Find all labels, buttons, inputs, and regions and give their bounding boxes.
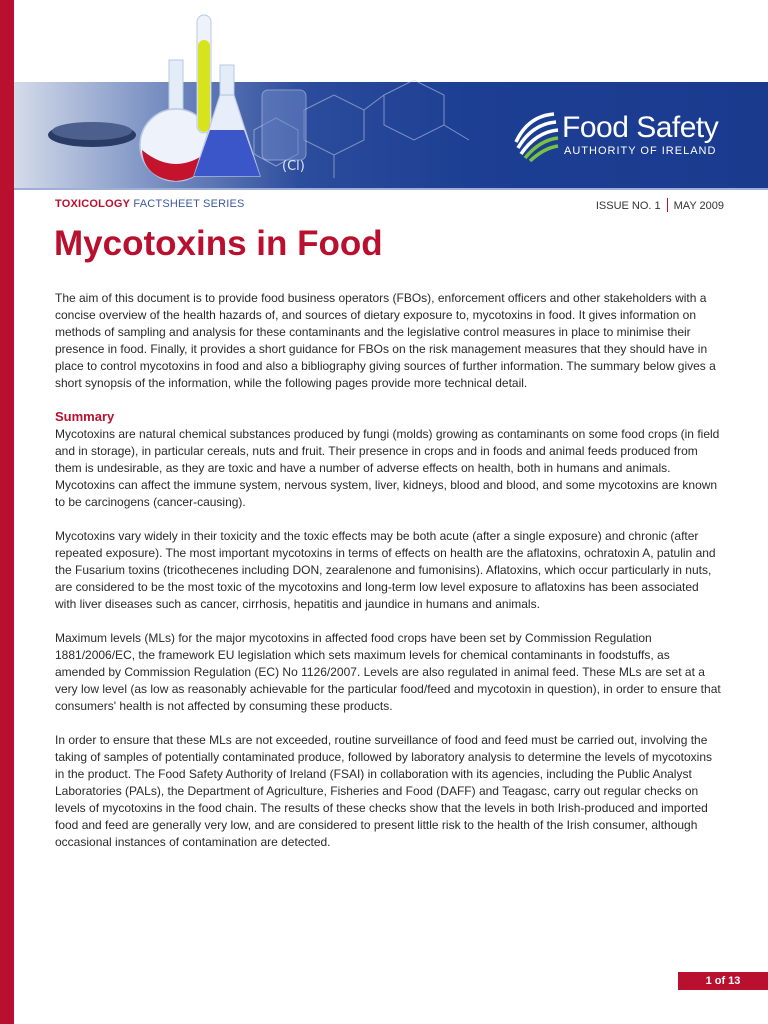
fsai-logo (510, 108, 750, 164)
page-indicator: 1 of 13 (678, 972, 768, 990)
issue-info (596, 198, 724, 212)
logo-subtitle: AUTHORITY OF IRELAND (564, 145, 717, 157)
fsai-emblem-icon (510, 108, 562, 162)
series-toxicology: TOXICOLOGY (55, 198, 131, 210)
dark-dish-rim (52, 122, 132, 140)
document-body (55, 290, 721, 868)
left-accent-bar (0, 0, 14, 1024)
issue-separator (667, 198, 668, 212)
series-factsheet: FACTSHEET SERIES (133, 198, 245, 210)
conical-flask-neck (220, 65, 234, 95)
summary-paragraph-4: In order to ensure that these MLs are not exceeded, routine surveillance of food and feed must be carried out, involving the taking of samples of potentially contaminated produce, followed by laboratory analysis to determine the levels of mycotoxins in the product. The Food Safety Authority of Ireland (FSAI) in collaboration with its agencies, including the Public Analyst Laboratories (PALs), the Department of Agriculture, Fisheries and Food (DAFF) and Teagasc, carry out regular checks on levels of mycotoxins in the food chain. The results of these checks show that the levels in both Irish-produced and imported food and feed are generally very low, and are considered to present little risk to the health of the Irish consumer, although occasional instances of contamination are detected. (55, 733, 713, 849)
issue-date: MAY 2009 (673, 200, 724, 212)
yellow-liquid (198, 40, 210, 132)
summary-paragraph-1: Mycotoxins are natural chemical substances produced by fungi (molds) growing as contaminants on some food crops (in field and in storage), in particular cereals, nuts and fruit. Their presence in crops and in foods and animal feeds produced from them is undesirable, as they are toxic and have a number of adverse effects on health, both in humans and animals. Mycotoxins can affect the immune system, nervous system, liver, kidneys, blood and blood, and some mycotoxins are known to be carcinogens (cancer-causing). (55, 427, 720, 509)
intro-paragraph: The aim of this document is to provide food business operators (FBOs), enforcement officers and other stakeholders with a concise overview of the health hazards of, and sources of dietary exposure to, mycotoxins in food. It gives information on methods of sampling and analysis for these contaminants and the legislative control measures in place to minimise their presence in food. Finally, it provides a short guidance for FBOs on the risk management measures that they should have in place to control mycotoxins in food and also a bibliography giving sources of further information. The summary below gives a short synopsis of the information, while the following pages provide more technical detail. (55, 291, 716, 390)
document-title: Mycotoxins in Food (54, 224, 383, 263)
glass-jar (262, 90, 306, 160)
series-label (55, 198, 245, 210)
issue-number: ISSUE NO. 1 (595, 200, 661, 212)
laboratory-glassware-illustration (14, 0, 484, 190)
summary-paragraph-3: Maximum levels (MLs) for the major mycotoxins in affected food crops have been set by Commission Regulation 1881/2006/EC, the framework EU legislation which sets maximum levels for chemical contaminants in foodstuffs, as amended by Commission Regulation (EC) No 1126/2007. Levels are also regulated in animal feed. These MLs are set at a very low level (as low as reasonably achievable for the particular food/feed and mycotoxin in question), in order to ensure that consumers' health is not affected by consuming these products. (55, 631, 721, 713)
chemical-label-cl: (Cl) (282, 159, 305, 174)
header-banner (14, 0, 768, 190)
summary-heading: Summary (55, 409, 115, 424)
summary-paragraph-2: Mycotoxins vary widely in their toxicity and the toxic effects may be both acute (after a single exposure) and chronic (after repeated exposure). The most important mycotoxins in terms of effects on health are the aflatoxins, ochratoxin A, patulin and the Fusarium toxins (tricothecenes including DON, zearalenone and fumonisins). Aflatoxins, which occur particularly in nuts, are considered to be the most toxic of the mycotoxins and long-term low level exposure to aflatoxins has been associated with liver diseases such as cancer, cirrhosis, hepatitis and jaundice in humans and animals. (55, 529, 716, 611)
logo-title: Food Safety (562, 111, 719, 144)
